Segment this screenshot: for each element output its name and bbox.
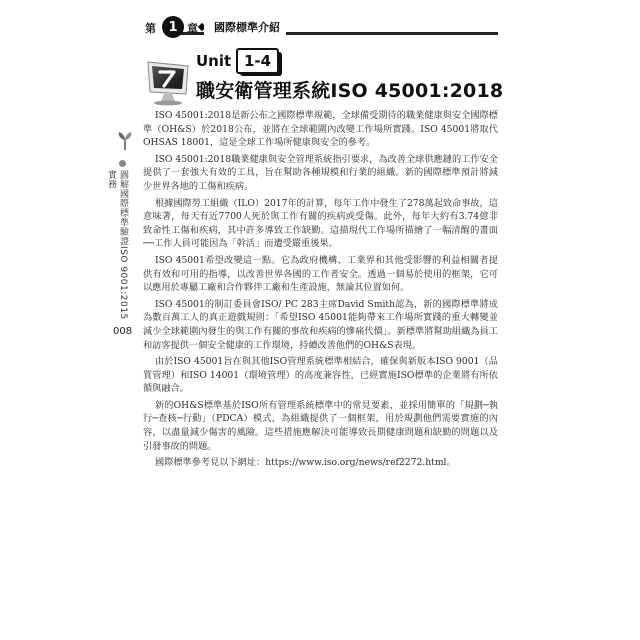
paragraph: 根據國際勞工組織（ILO）2017年的計算，每年工作中發生了278萬起致命事故，這意味著，每天有近7700人死於與工作有關的疾病或受傷。此外，每年大約有3.74億非致命性工傷和疾病，其中許多導致工作缺勤。這描現代工作場所描繪了一幅清醒的畫面──工作人員可能因為「幹活」而遭受嚴重後果。 xyxy=(143,197,498,250)
unit-title: 職安衛管理系統ISO 45001:2018 xyxy=(196,80,504,102)
paragraph: 由於ISO 45001旨在與其他ISO管理系統標準相結合，確保與新版本ISO 9001（品質管理）和ISO 14001（環境管理）的高度兼容性，已經實施ISO標準的企業將有所依循與融合。 xyxy=(143,356,498,395)
chapter-prefix: 第 xyxy=(145,22,156,35)
body-text xyxy=(143,109,498,470)
paragraph: ISO 45001:2018是新公布之國際標準規範，全球備受期待的職業健康與安全國際標準（OH&S）於2018公布，並將在全球範圍內改變工作場所實踐。ISO 45001將取代OHSAS 18001，這是全球工作場所健康與安全的參考。 xyxy=(143,110,498,149)
side-dot xyxy=(119,160,126,167)
chapter-suffix: 章 xyxy=(187,22,198,35)
paragraph: ISO 45001的制訂委員會ISO/ PC 283主席David Smith認為，新的國際標準將成為數百萬工人的真正遊戲規則：「希望ISO 45001能夠帶來工作場所實踐的重大轉變並減少全球範圍內發生的與工作有關的事故和疾病的慘痛代價」。新標準將幫助組織為員工和訪客提供一個安全健康的工作環境，持續改善他們的OH&S表現。 xyxy=(143,298,498,351)
leaf-logo-icon xyxy=(116,130,134,152)
unit-number-badge: 1-4 xyxy=(236,48,279,74)
page-number: 008 xyxy=(113,326,133,337)
chapter-title: 國際標準介紹 xyxy=(204,20,286,35)
reference-link-paragraph: 國際標準參考見以下網址：https://www.iso.org/news/ref2272.html。 xyxy=(154,457,456,469)
paragraph: 新的OH&S標準基於ISO所有管理系統標準中的常見要素，並採用簡單的「規劃─執行─查核─行動」（PDCA）模式，為組織提供了一個框架，用於規劃他們需要實施的內容，以盡量減少傷害的風險。這些措施應解決可能導致長期健康問題和缺勤的問題以及引發事故的問題。 xyxy=(143,399,498,452)
unit-label: Unit xyxy=(196,52,232,70)
monitor-arrow-icon xyxy=(142,56,194,108)
side-running-title: 圖解國際標準驗證ISO 9001:2015實務 xyxy=(106,170,128,320)
paragraph: ISO 45001:2018職業健康與安全管理系統指引要求，為改善全球供應鏈的工作安全提供了一套強大有效的工具，旨在幫助各種規模和行業的組織。新的國際標準預計將減少世界各地的工傷和疾病。 xyxy=(143,153,498,192)
paragraph: ISO 45001希望改變這一點。它為政府機構、工業界和其他受影響的利益相關者提供有效和可用的指導，以改善世界各國的工作者安全。透過一個易於使用的框架，它可以應用於專屬工廠和合作夥伴工廠和生產設施，無論其位置如何。 xyxy=(143,254,498,294)
chapter-number-badge: 1 xyxy=(162,16,184,38)
